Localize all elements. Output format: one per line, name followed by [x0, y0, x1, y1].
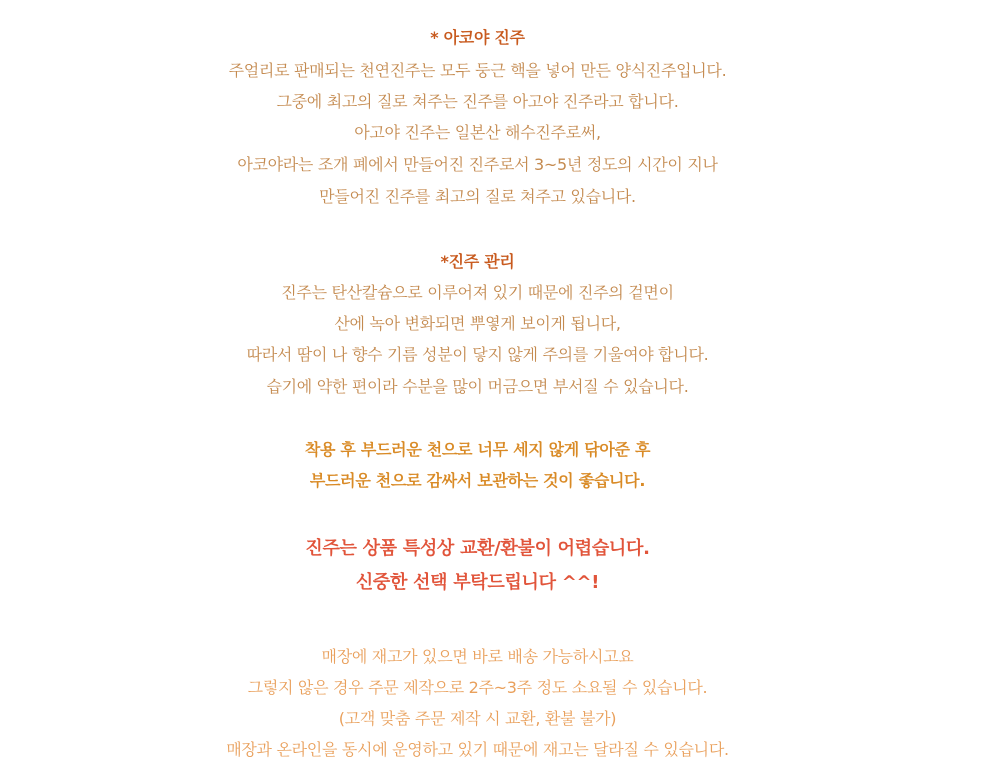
stock-line: 그렇지 않은 경우 주문 제작으로 2주~3주 정도 소요될 수 있습니다.: [247, 678, 708, 697]
stock-line: (고객 맞춤 주문 제작 시 교환, 환불 불가): [338, 709, 617, 728]
akoya-line: 그중에 최고의 질로 쳐주는 진주를 아고야 진주라고 합니다.: [276, 92, 679, 111]
stock-line: 매장과 온라인을 동시에 운영하고 있기 때문에 재고는 달라질 수 있습니다.: [226, 740, 729, 759]
care-heading: *진주 관리: [440, 252, 515, 271]
exchange-line: 진주는 상품 특성상 교환/환불이 어렵습니다.: [305, 538, 650, 559]
akoya-line: 주얼리로 판매되는 천연진주는 모두 둥근 핵을 넣어 만든 양식진주입니다.: [228, 61, 727, 80]
care-line: 따라서 땀이 나 향수 기름 성분이 닿지 않게 주의를 기울여야 합니다.: [246, 345, 709, 364]
akoya-line: 아코야라는 조개 폐에서 만들어진 진주로서 3~5년 정도의 시간이 지나: [237, 155, 718, 174]
akoya-line: 아고야 진주는 일본산 해수진주로써,: [354, 123, 601, 142]
care-line: 산에 녹아 변화되면 뿌옇게 보이게 됩니다,: [334, 314, 621, 333]
storage-line: 착용 후 부드러운 천으로 너무 세지 않게 닦아준 후: [304, 440, 651, 459]
akoya-line: 만들어진 진주를 최고의 질로 쳐주고 있습니다.: [319, 187, 636, 206]
exchange-line: 신중한 선택 부탁드립니다 ^^!: [355, 572, 600, 593]
care-line: 습기에 약한 편이라 수분을 많이 머금으면 부서질 수 있습니다.: [266, 377, 689, 396]
care-line: 진주는 탄산칼슘으로 이루어져 있기 때문에 진주의 겉면이: [281, 283, 674, 302]
akoya-heading: * 아코야 진주: [430, 28, 525, 47]
stock-line: 매장에 재고가 있으면 바로 배송 가능하시고요: [321, 647, 634, 666]
storage-line: 부드러운 천으로 감싸서 보관하는 것이 좋습니다.: [309, 471, 646, 490]
